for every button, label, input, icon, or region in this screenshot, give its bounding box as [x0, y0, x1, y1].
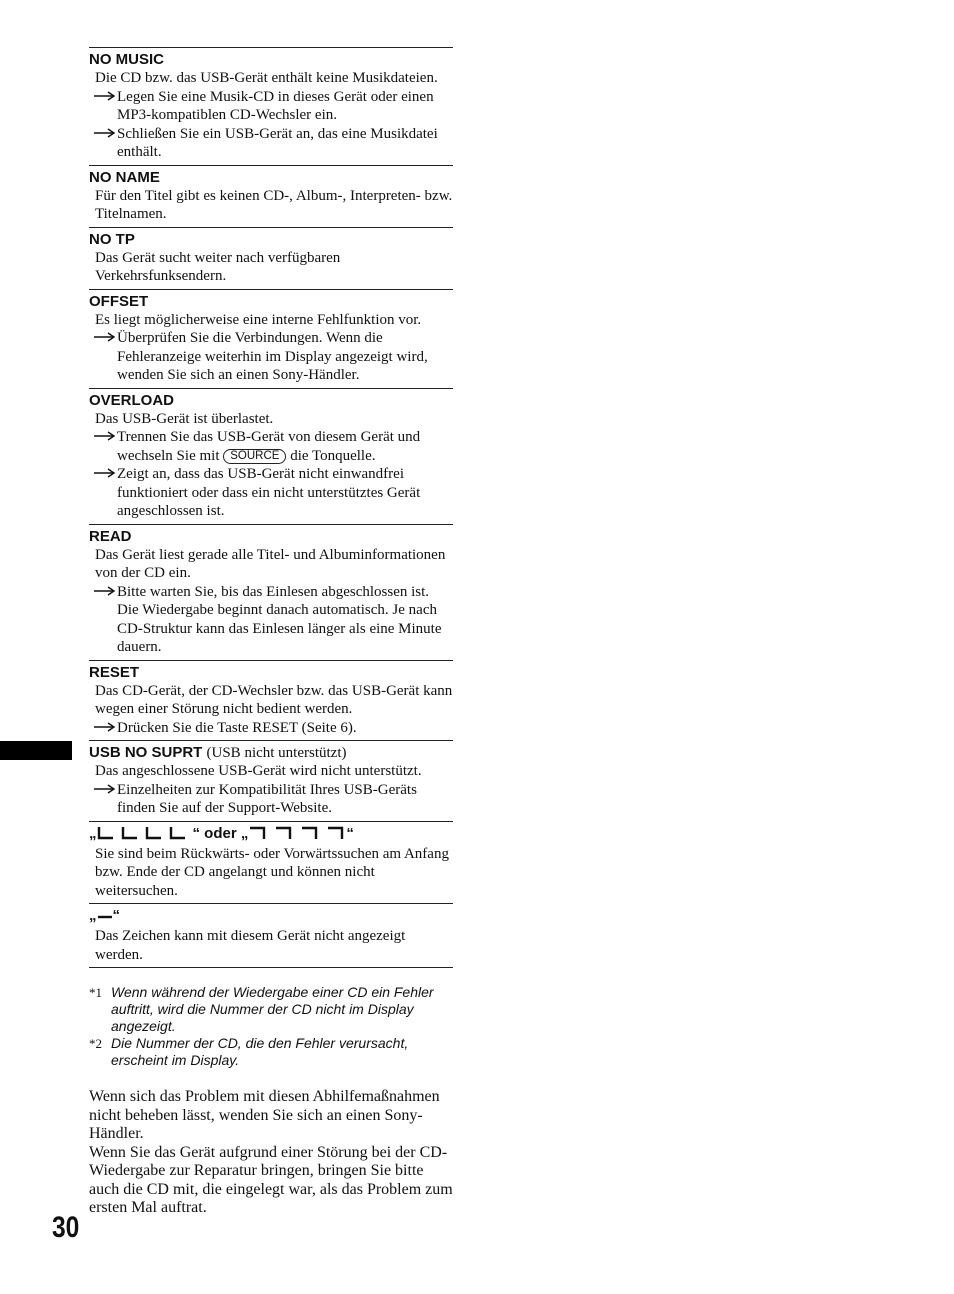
quote-close: “ [346, 824, 354, 842]
entry-no-music [89, 47, 453, 165]
arrow-icon [94, 781, 116, 800]
arrow-icon [94, 465, 116, 484]
entry-description: Das Gerät sucht weiter nach verfügbaren Verkehrsfunksendern. [95, 249, 341, 284]
entry-remedy [89, 465, 453, 521]
entry-term: RESET [89, 663, 140, 681]
section-tab [0, 741, 72, 760]
closing-text [89, 1088, 453, 1218]
remedy-text: Bitte warten Sie, bis das Einlesen abgeschlossen ist. Die Wiedergabe beginnt danach automatisch. Je nach CD-Struktur kann das Einlesen länger als eine Minute dauern. [117, 583, 442, 655]
footnote-mark: *1 [89, 985, 102, 1000]
arrow-icon [94, 88, 116, 107]
entry-description: Das USB-Gerät ist überlastet. [95, 410, 274, 427]
footnote-text: Wenn während der Wiedergabe einer CD ein Fehler auftritt, wird die Nummer der CD nicht im Display angezeigt. [111, 984, 434, 1034]
remedy-text: Einzelheiten zur Kompatibilität Ihres USB-Geräts finden Sie auf der Support-Website. [117, 781, 417, 816]
arrow-icon [94, 329, 116, 348]
entry-term [89, 744, 453, 762]
entry-offset [89, 289, 453, 388]
footnote [89, 1035, 453, 1069]
entry-description: Sie sind beim Rückwärts- oder Vorwärtssuchen am Anfang bzw. Ende der CD angelangt und können nicht weitersuchen. [95, 845, 449, 899]
error-message-list [89, 47, 453, 1218]
footnote [89, 984, 453, 1035]
entry-remedy [89, 329, 453, 385]
quote-close: “ [112, 907, 120, 924]
entry-description: Das angeschlossene USB-Gerät wird nicht unterstützt. [95, 763, 422, 779]
term-connector: “ oder „ [192, 824, 249, 842]
entry-remedy [89, 719, 453, 738]
entry-remedy [89, 88, 453, 125]
remedy-text: Legen Sie eine Musik-CD in dieses Gerät oder einen MP3-kompatiblen CD-Wechsler ein. [117, 88, 434, 123]
footnote-text: Die Nummer der CD, die den Fehler verursacht, erscheint im Display. [111, 1035, 409, 1068]
entry-term [89, 825, 453, 845]
term-code: USB NO SUPRT [89, 744, 203, 761]
entry-remedy [89, 583, 453, 657]
quote-open: „ [89, 824, 97, 842]
remedy-text: Überprüfen Sie die Verbindungen. Wenn die Fehleranzeige weiterhin im Display angezeigt wird, wenden Sie sich an einen Sony-Händler. [117, 330, 428, 383]
closing-paragraph: Wenn sich das Problem mit diesen Abhilfemaßnahmen nicht beheben lässt, wenden Sie sich an einen Sony-Händler. [89, 1088, 440, 1142]
entry-description: Für den Titel gibt es keinen CD-, Album-, Interpreten- bzw. Titelnamen. [95, 187, 453, 222]
entry-remedy [89, 125, 453, 162]
remedy-text: Schließen Sie ein USB-Gerät an, das eine Musikdatei enthält. [117, 125, 438, 160]
footnotes [89, 984, 453, 1069]
segment-dash-icon [97, 908, 113, 927]
entry-search-limit [89, 821, 453, 904]
entry-unsupported-char [89, 903, 453, 968]
segment-bottom-left-icon [97, 826, 193, 845]
quote-open: „ [89, 907, 97, 924]
remedy-text: Drücken Sie die Taste RESET (Seite 6). [117, 719, 357, 736]
remedy-text: Zeigt an, dass das USB-Gerät nicht einwandfrei funktioniert oder dass ein nicht unterstütztes Gerät angeschlossen ist. [117, 466, 421, 519]
segment-top-right-icon [248, 826, 346, 845]
entry-reset [89, 660, 453, 741]
remedy-text: die Tonquelle. [290, 447, 376, 464]
entry-term: NO MUSIC [89, 51, 164, 68]
entry-term: NO TP [89, 230, 135, 248]
entry-description: Das CD-Gerät, der CD-Wechsler bzw. das USB-Gerät kann wegen einer Störung nicht bedient werden. [95, 682, 453, 717]
entry-description: Das Gerät liest gerade alle Titel- und Albuminformationen von der CD ein. [95, 546, 446, 581]
arrow-icon [94, 125, 116, 144]
arrow-icon [94, 428, 116, 447]
entry-remedy [89, 428, 453, 465]
arrow-icon [94, 719, 116, 738]
source-key-label: SOURCE [223, 449, 286, 464]
entry-overload [89, 388, 453, 524]
entry-description: Es liegt möglicherweise eine interne Fehlfunktion vor. [95, 311, 422, 328]
entry-term [89, 907, 453, 927]
entry-term: OVERLOAD [89, 391, 175, 409]
page-number: 30 [52, 1211, 80, 1244]
arrow-icon [94, 583, 116, 602]
closing-paragraph: Wenn Sie das Gerät aufgrund einer Störung bei der CD-Wiedergabe zur Reparatur bringen, bringen Sie bitte auch die CD mit, die eingelegt war, als das Problem zum ersten Mal auftrat. [89, 1143, 453, 1216]
entry-no-name [89, 165, 453, 227]
term-translation: (USB nicht unterstützt) [206, 745, 347, 761]
entry-remedy [89, 781, 453, 818]
entry-description: Das Zeichen kann mit diesem Gerät nicht angezeigt werden. [95, 928, 406, 963]
entry-usb-no-suprt [89, 740, 453, 821]
entry-description: Die CD bzw. das USB-Gerät enthält keine Musikdateien. [95, 70, 438, 86]
entry-read [89, 524, 453, 660]
entry-term: NO NAME [89, 168, 160, 186]
entry-term: READ [89, 527, 132, 545]
footnote-mark: *2 [89, 1036, 102, 1051]
entry-no-tp [89, 227, 453, 289]
entry-term: OFFSET [89, 292, 149, 310]
remedy-text: Trennen Sie das USB-Gerät von diesem Gerät und wechseln Sie mit [117, 429, 421, 464]
